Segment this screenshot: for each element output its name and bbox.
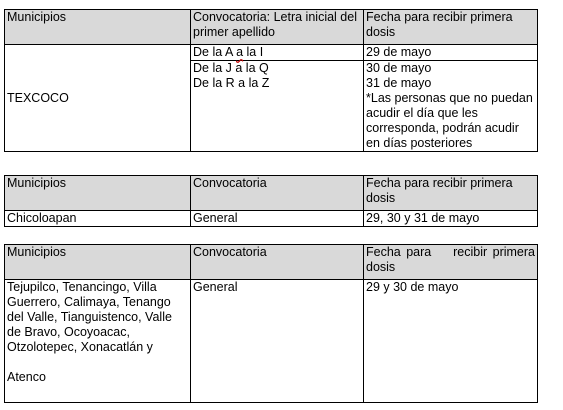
letter-range-cell: [191, 61, 364, 152]
convocatoria-cell: General: [191, 211, 364, 227]
municipio-list-text: Tejupilco, Tenancingo, Villa Guerrero, Calimaya, Tenango del Valle, Tianguistenco, Valle de Bravo, Ocoyoacac, Otzolotepec, Xonacatlán y: [7, 280, 172, 354]
range-text: De la R a la Z: [193, 76, 270, 90]
municipio-cell: [5, 280, 191, 403]
footnote-text: *Las personas que no puedan acudir el día que les corresponda, podrán acudir en días posteriores: [366, 91, 533, 150]
municipio-cell: Chicoloapan: [5, 211, 191, 227]
date-text: 30 de mayo: [366, 61, 432, 75]
date-cell: 29 de mayo: [364, 45, 538, 61]
chicoloapan-schedule-table: [4, 175, 538, 227]
header-fecha: Fecha para recibir primera dosis: [364, 176, 538, 211]
range-text-pre: De la A: [193, 45, 237, 59]
date-cell: [364, 61, 538, 152]
header-convocatoria: Convocatoria: [191, 245, 364, 280]
convocatoria-cell: General: [191, 280, 364, 403]
header-convocatoria: Convocatoria: [191, 176, 364, 211]
header-municipios: Municipios: [5, 176, 191, 211]
date-cell: 29 y 30 de mayo: [364, 280, 538, 403]
date-cell: 29, 30 y 31 de mayo: [364, 211, 538, 227]
date-text: 31 de mayo: [366, 76, 432, 90]
table-header-row: [5, 10, 538, 45]
texcoco-schedule-table: [4, 9, 538, 152]
header-fecha: Fecha para recibir primera dosis: [364, 10, 538, 45]
header-convocatoria: Convocatoria: Letra inicial del primer apellido: [191, 10, 364, 45]
municipio-cell: TEXCOCO: [5, 45, 191, 152]
letter-range-cell: [191, 45, 364, 61]
table-header-row: [5, 245, 538, 280]
table-row: [5, 280, 538, 403]
header-fecha: Fecha para recibir primera dosis: [364, 245, 538, 280]
header-municipios: Municipios: [5, 10, 191, 45]
table-header-row: [5, 176, 538, 211]
multi-municipality-schedule-table: [4, 244, 538, 403]
header-municipios: Municipios: [5, 245, 191, 280]
table-row: [5, 211, 538, 227]
range-text-flagged: a: [236, 45, 244, 59]
range-text-post: la I: [243, 45, 264, 59]
range-text: De la J a la Q: [193, 61, 269, 75]
municipio-extra-text: Atenco: [7, 370, 46, 384]
table-row: [5, 45, 538, 61]
